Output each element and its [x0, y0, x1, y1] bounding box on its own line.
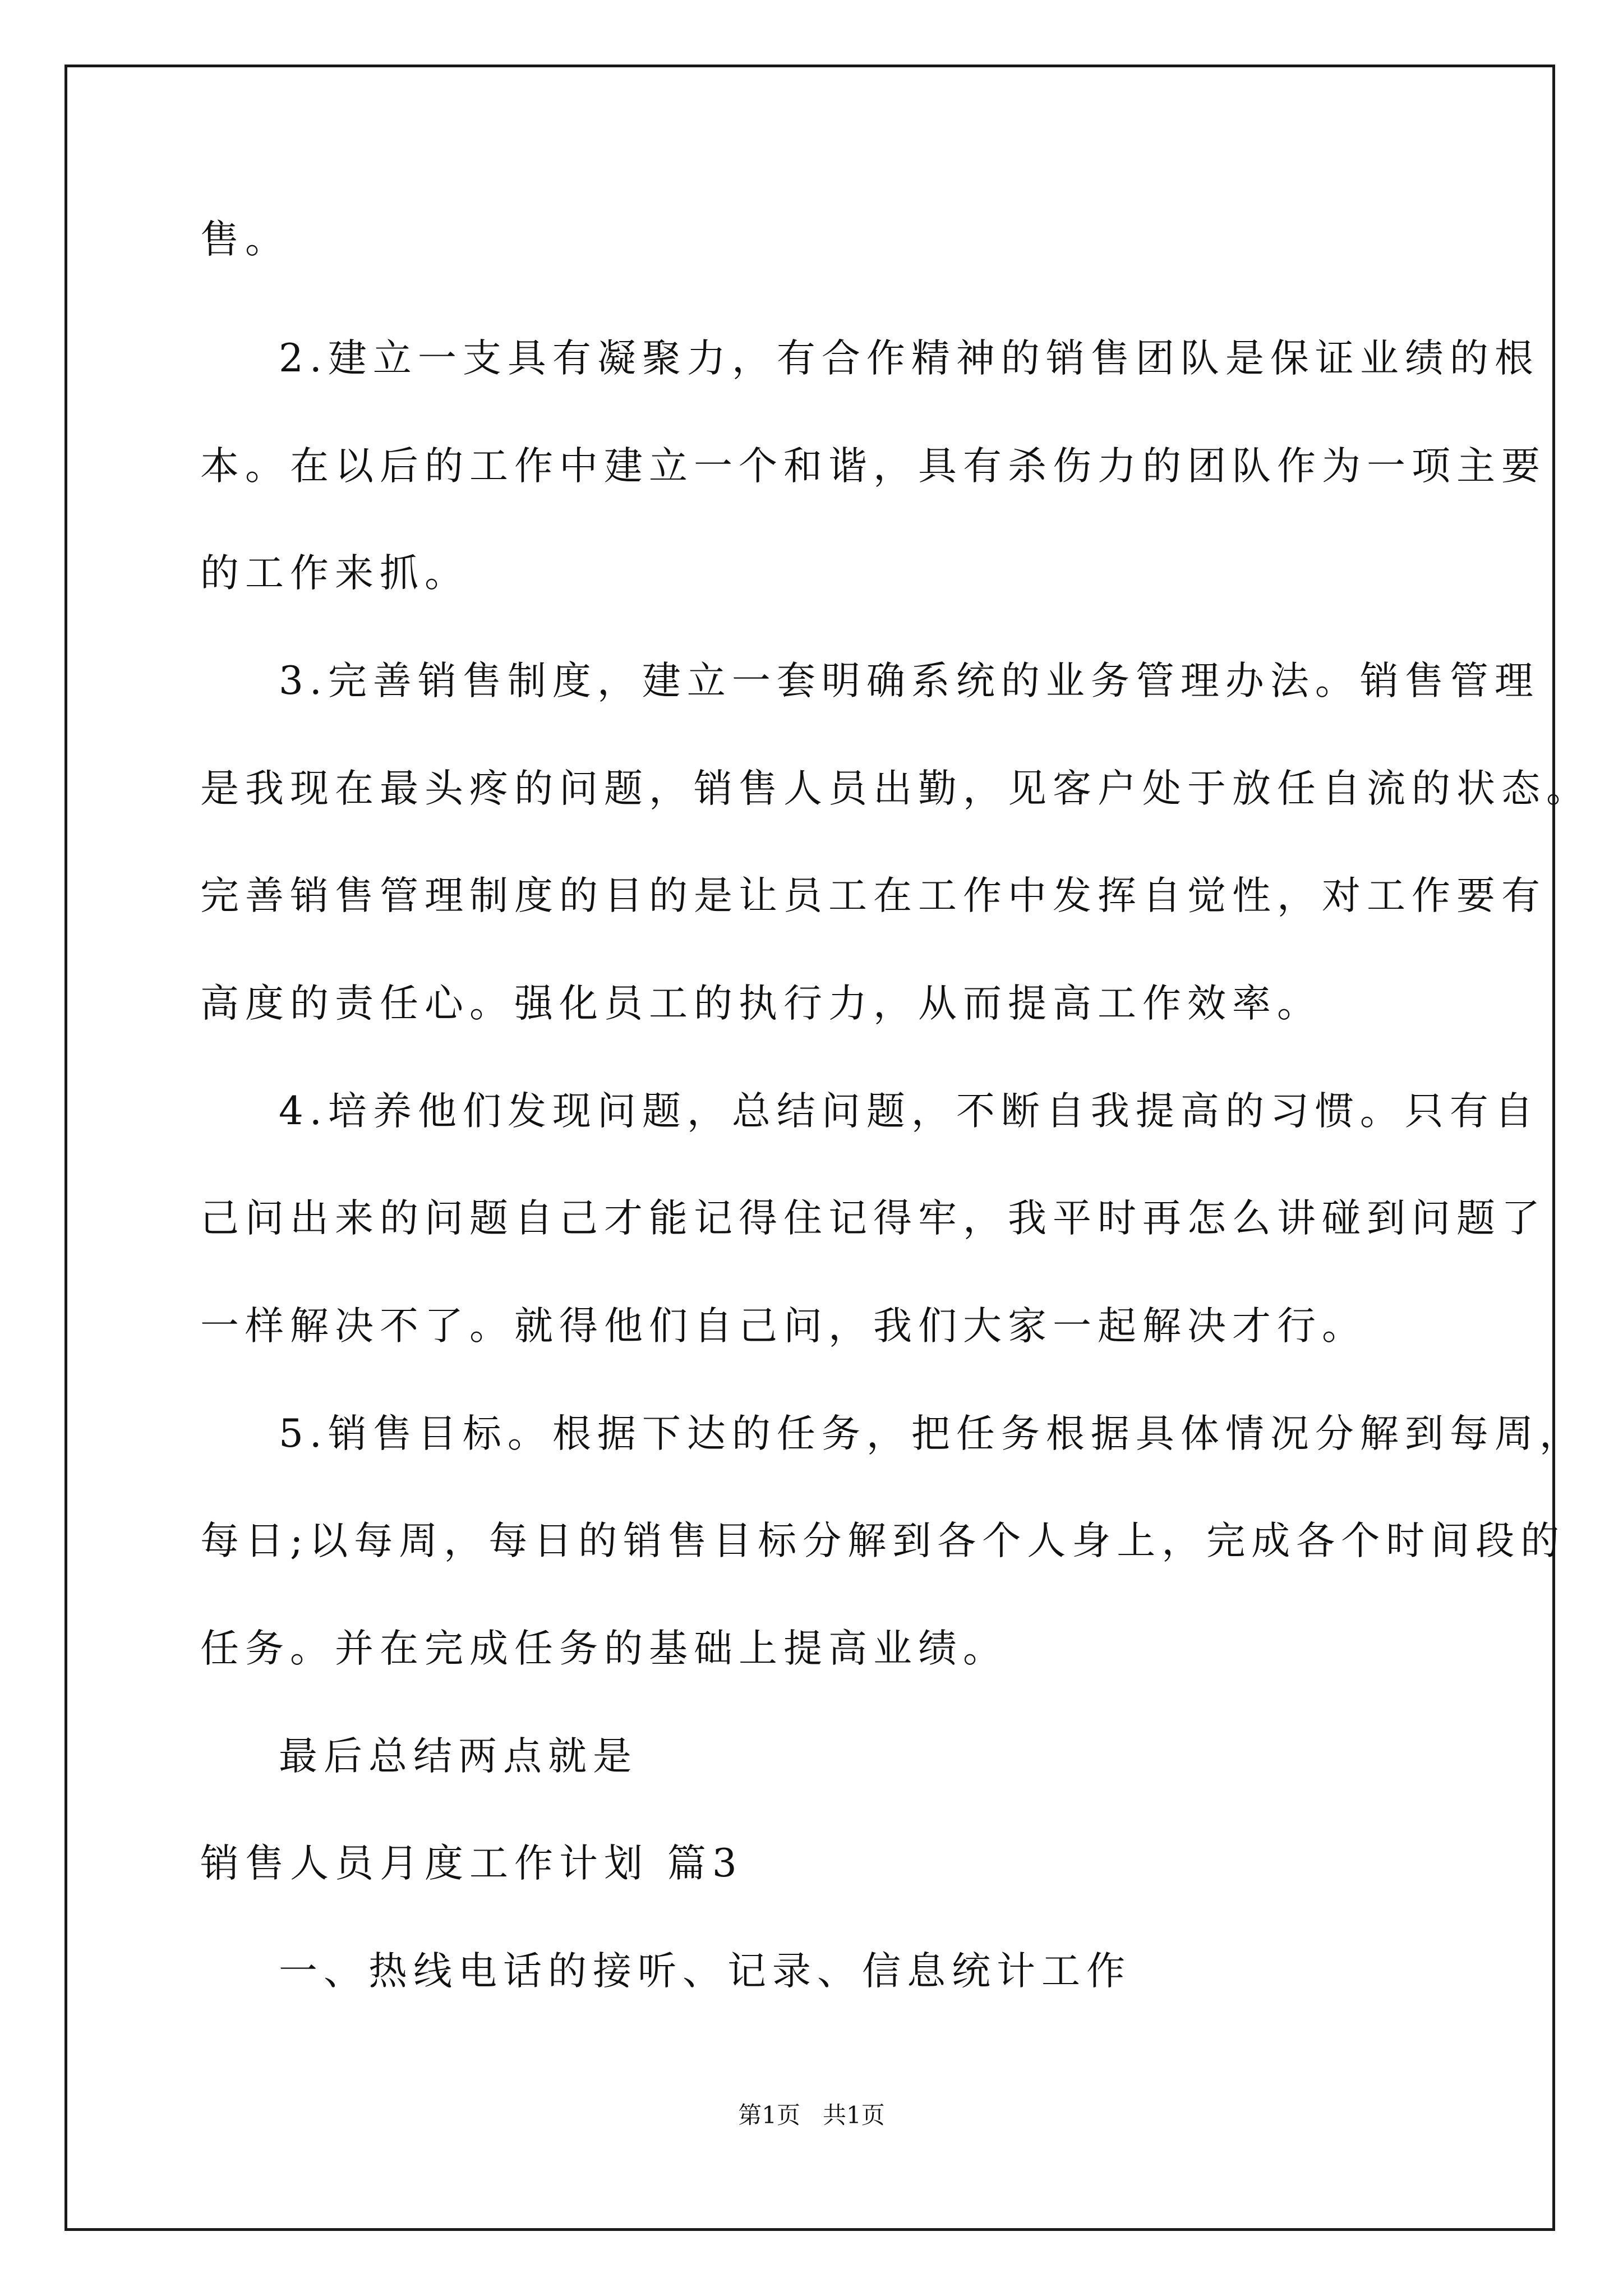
text-line-12: 5.销售目标。根据下达的任务，把任务根据具体情况分解到每周，: [279, 1411, 1584, 1456]
text-line-2: 2.建立一支具有凝聚力，有合作精神的销售团队是保证业绩的根: [279, 336, 1539, 381]
text-line-17: 一、热线电话的接听、记录、信息统计工作: [279, 1949, 1131, 1994]
text-line-14: 任务。并在完成任务的基础上提高业绩。: [200, 1626, 1008, 1671]
text-line-4: 的工作来抓。: [200, 551, 469, 596]
text-line-13: 每日;以每周，每日的销售目标分解到各个人身上，完成各个时间段的: [200, 1519, 1566, 1563]
text-line-9: 4.培养他们发现问题，总结问题，不断自我提高的习惯。只有自: [279, 1089, 1539, 1134]
text-line-15: 最后总结两点就是: [279, 1734, 638, 1779]
text-line-7: 完善销售管理制度的目的是让员工在工作中发挥自觉性，对工作要有: [200, 873, 1546, 918]
text-line-3: 本。在以后的工作中建立一个和谐，具有杀伤力的团队作为一项主要: [200, 444, 1546, 489]
section-heading: 销售人员月度工作计划 篇3: [200, 1841, 743, 1886]
text-line-6: 是我现在最头疼的问题，销售人员出勤，见客户处于放任自流的状态。: [200, 766, 1591, 811]
text-line-5: 3.完善销售制度，建立一套明确系统的业务管理办法。销售管理: [279, 659, 1539, 703]
page-border: [64, 65, 1555, 2231]
text-line-8: 高度的责任心。强化员工的执行力，从而提高工作效率。: [200, 981, 1322, 1026]
text-line-11: 一样解决不了。就得他们自己问，我们大家一起解决才行。: [200, 1304, 1367, 1349]
text-line-10: 己问出来的问题自己才能记得住记得牢，我平时再怎么讲碰到问题了: [200, 1196, 1546, 1241]
text-line-1: 售。: [200, 217, 290, 262]
page-number-footer: 第1页 共1页: [738, 2101, 885, 2129]
